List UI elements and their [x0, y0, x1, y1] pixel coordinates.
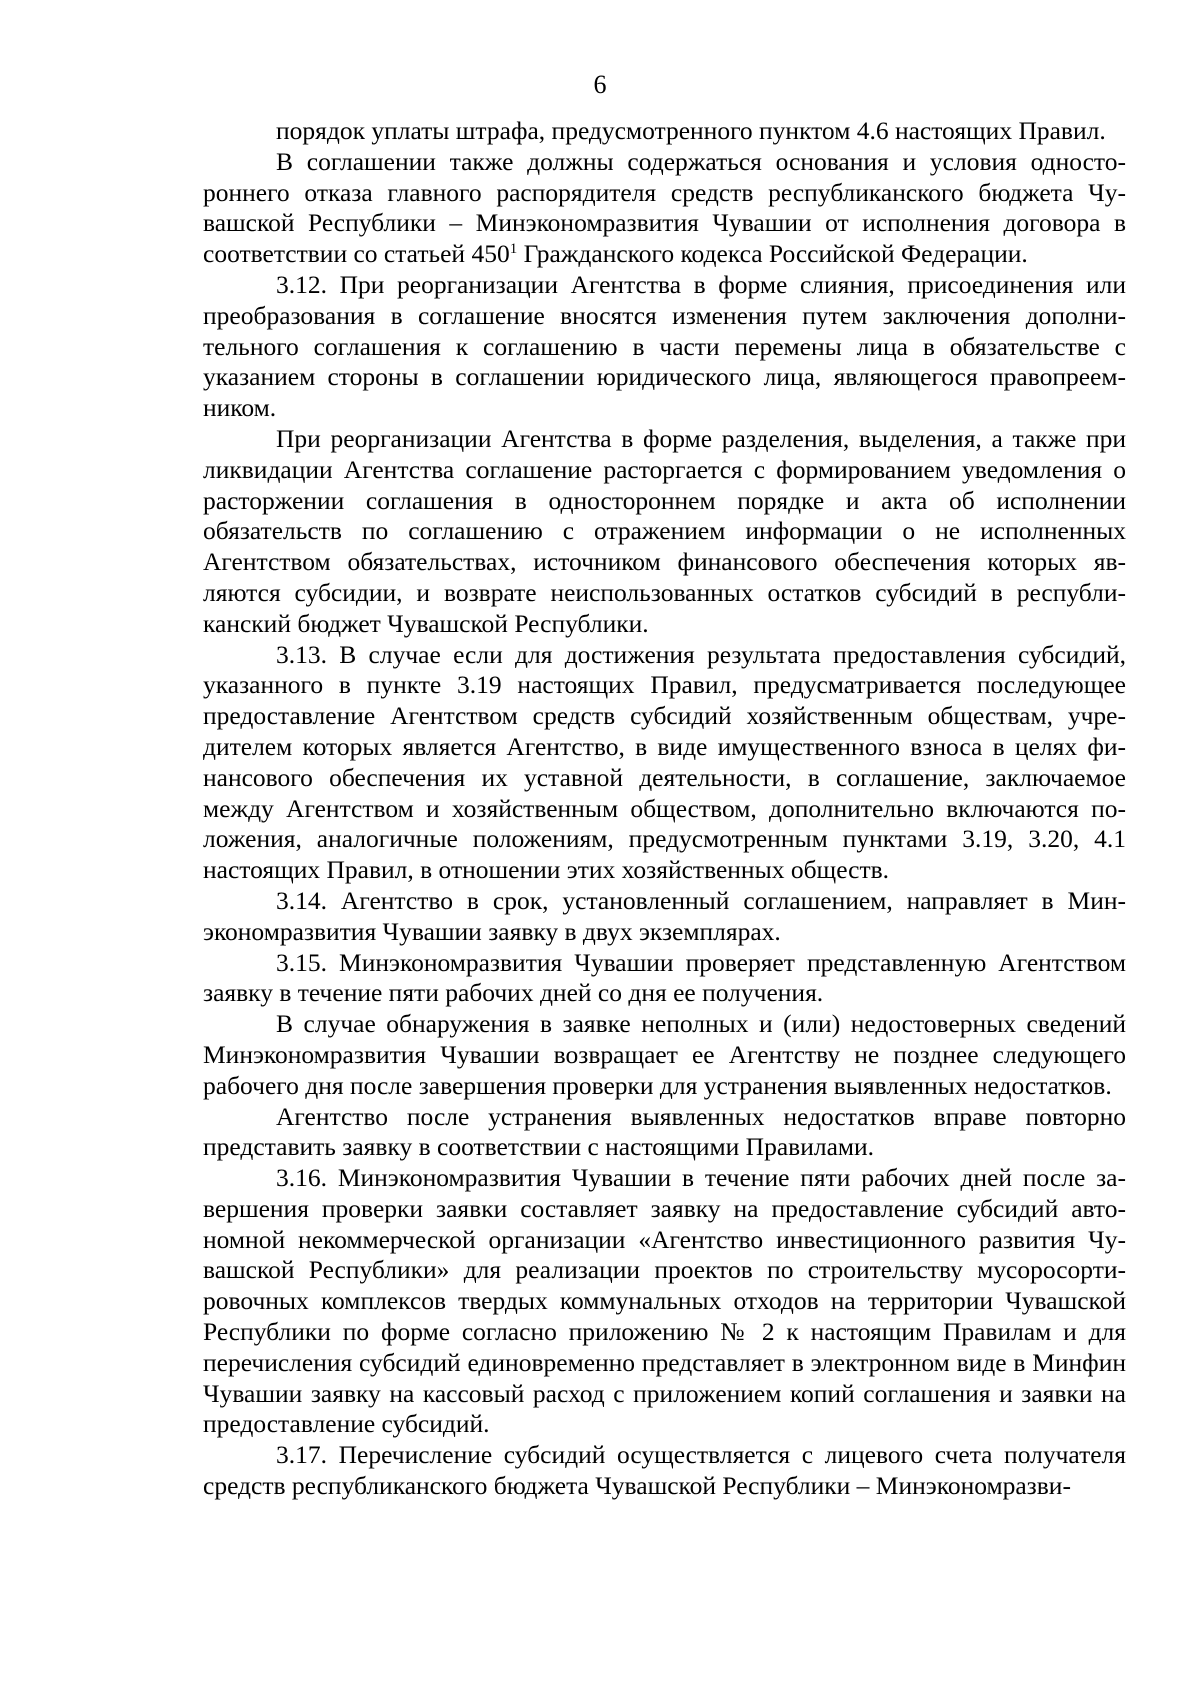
page-number: 6: [593, 70, 607, 99]
paragraph-3-12: 3.12. При реорганизации Агентства в форме слияния, присоединения или преобразования в соглашение вносятся изменения путем заключения дополнительного соглашения к соглашению в части перемены лица в обязательстве с указанием стороны в соглашении юридического лица, являющегося правопреемником.: [203, 269, 1126, 423]
paragraph-3-17: 3.17. Перечисление субсидий осуществляется с лицевого счета получателя средств республиканского бюджета Чувашской Республики – Минэкономразви-: [203, 1440, 1126, 1501]
paragraph-resubmission: Агентство после устранения выявленных недостатков вправе повторно представить заявку в соответствии с настоящими Правилами.: [203, 1101, 1126, 1162]
paragraph-3-13: 3.13. В случае если для достижения результата предоставления субсидий, указанного в пункте 3.19 настоящих Правил, предусматривается последующее предоставление Агентством средств субсидий хозяйственным обществам, учредителем которых является Агентство, в виде имущественного взноса в целях финансового обеспечения их уставной деятельности, в соглашение, заключаемое между Агентством и хозяйственным обществом, дополнительно включаются положения, аналогичные положениям, предусмотренным пунктами 3.19, 3.20, 4.1 настоящих Правил, в отношении этих хозяйственных обществ.: [203, 639, 1126, 885]
paragraph-fine-payment: порядок уплаты штрафа, предусмотренного пунктом 4.6 настоящих Правил.: [276, 116, 1106, 145]
paragraph-incomplete-data: В случае обнаружения в заявке неполных и (или) недостоверных сведений Минэкономразвития Чувашии возвращает ее Агентству не позднее следующего рабочего дня после завершения проверки для устранения выявленных недостатков.: [203, 1009, 1126, 1100]
article-superscript: 1: [509, 241, 518, 258]
paragraph-3-16: 3.16. Минэкономразвития Чувашии в течение пяти рабочих дней после завершения проверки заявки составляет заявку на предоставление субсидий автономной некоммерческой организации «Агентство инвестиционного развития Чувашской Республики» для реализации проектов по строительству мусоросортировочных комплексов твердых коммунальных отходов на территории Чувашской Республики по форме согласно приложению № 2 к настоящим Правилам и для перечисления субсидий единовременно представляет в электронном виде в Минфин Чувашии заявку на кассовый расход с приложением копий соглашения и заявки на предоставление субсидий.: [203, 1163, 1126, 1439]
paragraph-unilateral-refusal: [203, 147, 1126, 270]
paragraph-3-15: 3.15. Минэкономразвития Чувашии проверяет представленную Агентством заявку в течение пяти рабочих дней со дня ее получения.: [203, 947, 1126, 1008]
document-body: [203, 116, 1126, 1502]
paragraph-reorganization-liquidation: При реорганизации Агентства в форме разделения, выделения, а также при ликвидации Агентства соглашение расторгается с формированием уведомления о расторжении соглашения в одностороннем порядке и акта об исполнении обязательств по соглашению с отражением информации о не исполненных Агентством обязательствах, источником финансового обеспечения которых являются субсидии, и возврате неиспользованных остатков субсидий в республиканский бюджет Чувашской Республики.: [203, 423, 1126, 638]
paragraph-unilateral-refusal-text: В соглашении также должны содержаться основания и условия одностороннего отказа главного распорядителя средств республиканского бюджета Чувашской Республики – Минэкономразвития Чувашии от исполнения договора в соответствии со статьей 450: [203, 146, 1126, 269]
paragraph-3-14: 3.14. Агентство в срок, установленный соглашением, направляет в Минэкономразвития Чувашии заявку в двух экземплярах.: [203, 885, 1126, 946]
paragraph-unilateral-refusal-tail: Гражданского кодекса Российской Федерации.: [517, 239, 1028, 269]
